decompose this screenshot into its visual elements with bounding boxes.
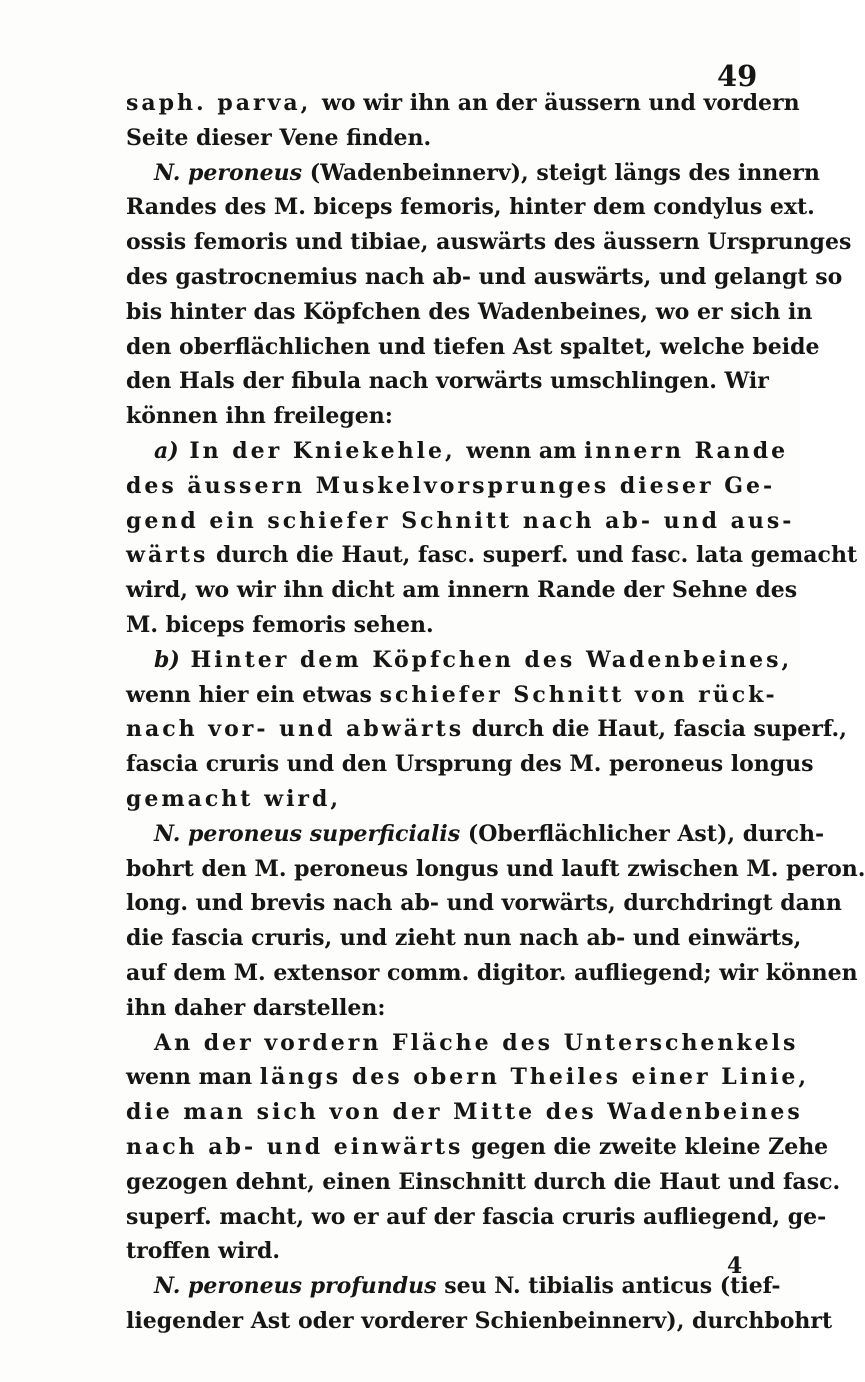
text-line <box>126 330 820 365</box>
text-line <box>126 712 847 747</box>
text-run: des äussern Muskelvorsprunges dieser Ge- <box>126 472 776 499</box>
page-number: 49 <box>717 59 758 93</box>
text-line <box>126 817 825 852</box>
text-run: schiefer Schnitt von rück- <box>379 681 778 708</box>
text-line <box>126 1234 726 1269</box>
text-run: (Wadenbeinnerv), steigt längs des innern <box>302 159 820 186</box>
text-line <box>126 538 858 573</box>
text-run: auf dem M. extensor comm. digitor. aufliegend; wir können <box>126 959 858 986</box>
text-run: die fascia cruris, und zieht nun nach ab- und einwärts, <box>126 925 802 952</box>
text-line <box>126 956 858 991</box>
text-line <box>126 1165 841 1200</box>
text-run: durch die Haut, fascia superf., <box>464 716 847 743</box>
text-line <box>126 678 778 713</box>
text-line <box>126 190 815 225</box>
text-line <box>126 921 802 956</box>
text-line <box>126 991 726 1026</box>
text-run: Randes des M. biceps femoris, hinter dem condylus ext. <box>126 194 815 221</box>
text-run: a) <box>154 437 179 464</box>
text-run: N. peroneus profundus <box>154 1273 437 1300</box>
text-run: durch die Haut, fasc. superf. und fasc. lata gemacht <box>208 542 858 569</box>
text-line <box>126 469 776 504</box>
text-run: M. biceps femoris sehen. <box>126 611 434 638</box>
text-line <box>126 364 769 399</box>
text-run: long. und brevis nach ab- und vorwärts, durchdringt dann <box>126 890 842 917</box>
text-run: In der Kniekehle, <box>178 437 467 464</box>
text-run: längs des obern Theiles einer Linie, <box>259 1064 810 1091</box>
body-text <box>126 86 865 1339</box>
catchword: 4 <box>727 1253 743 1279</box>
text-line <box>126 782 726 817</box>
text-line <box>126 573 798 608</box>
text-run: An der vordern Fläche des Unterschenkels <box>154 1029 799 1056</box>
text-run: wird, wo wir ihn dicht am innern Rande der Sehne des <box>126 577 798 604</box>
text-run: ossis femoris und tibiae, auswärts des äussern Ursprunges <box>126 229 852 256</box>
text-line <box>126 295 813 330</box>
text-run: des gastrocnemius nach ab- und auswärts, und gelangt so <box>126 263 843 290</box>
text-run: können ihn freilegen: <box>126 403 393 430</box>
text-line <box>126 1269 781 1304</box>
text-run: (Oberflächlicher Ast), durch- <box>460 820 825 847</box>
text-run: nach ab- und einwärts <box>126 1133 464 1160</box>
text-line <box>126 1304 833 1339</box>
text-run: gend ein schiefer Schnitt nach ab- und aus- <box>126 507 795 534</box>
text-run: b) <box>154 646 180 673</box>
text-line <box>126 1026 799 1061</box>
text-line <box>126 504 795 539</box>
text-line <box>126 156 820 191</box>
text-run: liegender Ast oder vorderer Schienbeinnerv), durchbohrt <box>126 1307 833 1334</box>
text-run: gezogen dehnt, einen Einschnitt durch die Haut und fasc. <box>126 1168 841 1195</box>
text-line <box>126 260 843 295</box>
text-line <box>126 747 814 782</box>
text-run: wenn am <box>466 437 585 464</box>
text-run: innern Rande <box>584 437 789 464</box>
text-line <box>126 1095 803 1130</box>
text-run: gegen die zweite kleine Zehe <box>463 1133 829 1160</box>
text-line <box>126 852 865 887</box>
text-run: Hinter dem Köpfchen des Wadenbeines, <box>179 646 793 673</box>
text-run: bis hinter das Köpfchen des Wadenbeines, wo er sich in <box>126 298 813 325</box>
text-run: saph. parva, <box>126 90 322 116</box>
text-run: superf. macht, wo er auf der fascia cruris aufliegend, ge- <box>126 1203 827 1230</box>
text-line <box>126 1060 810 1095</box>
text-line <box>126 1130 829 1165</box>
text-line <box>126 886 842 921</box>
text-run: den oberflächlichen und tiefen Ast spaltet, welche beide <box>126 333 820 360</box>
text-run: den Hals der fibula nach vorwärts umschlingen. Wir <box>126 368 769 395</box>
text-run: wenn hier ein etwas <box>126 681 380 708</box>
text-line <box>126 86 800 121</box>
text-line <box>126 608 726 643</box>
text-run: seu N. tibialis anticus (tief- <box>436 1273 781 1300</box>
text-line <box>126 399 726 434</box>
text-line <box>126 121 726 156</box>
text-run: fascia cruris und den Ursprung des M. peroneus longus <box>126 751 814 778</box>
text-run: nach vor- und abwärts <box>126 716 465 743</box>
text-run: troffen wird. <box>126 1238 281 1265</box>
text-run: N. peroneus superficialis <box>154 820 461 847</box>
text-run: die man sich von der Mitte des Wadenbeines <box>126 1099 803 1126</box>
text-run: bohrt den M. peroneus longus und lauft zwischen M. peron. <box>126 855 865 882</box>
text-run: Seite dieser Vene finden. <box>126 124 432 151</box>
text-run: wo wir ihn an der äussern und vordern <box>321 90 800 116</box>
text-line <box>126 1200 827 1235</box>
text-line <box>126 225 852 260</box>
text-run: N. peroneus <box>154 159 303 186</box>
text-run: wärts <box>126 542 209 569</box>
text-run: gemacht wird, <box>126 785 342 812</box>
text-run: wenn man <box>126 1064 260 1091</box>
text-line <box>126 643 793 678</box>
text-line <box>126 434 789 469</box>
text-run: ihn daher darstellen: <box>126 994 386 1021</box>
